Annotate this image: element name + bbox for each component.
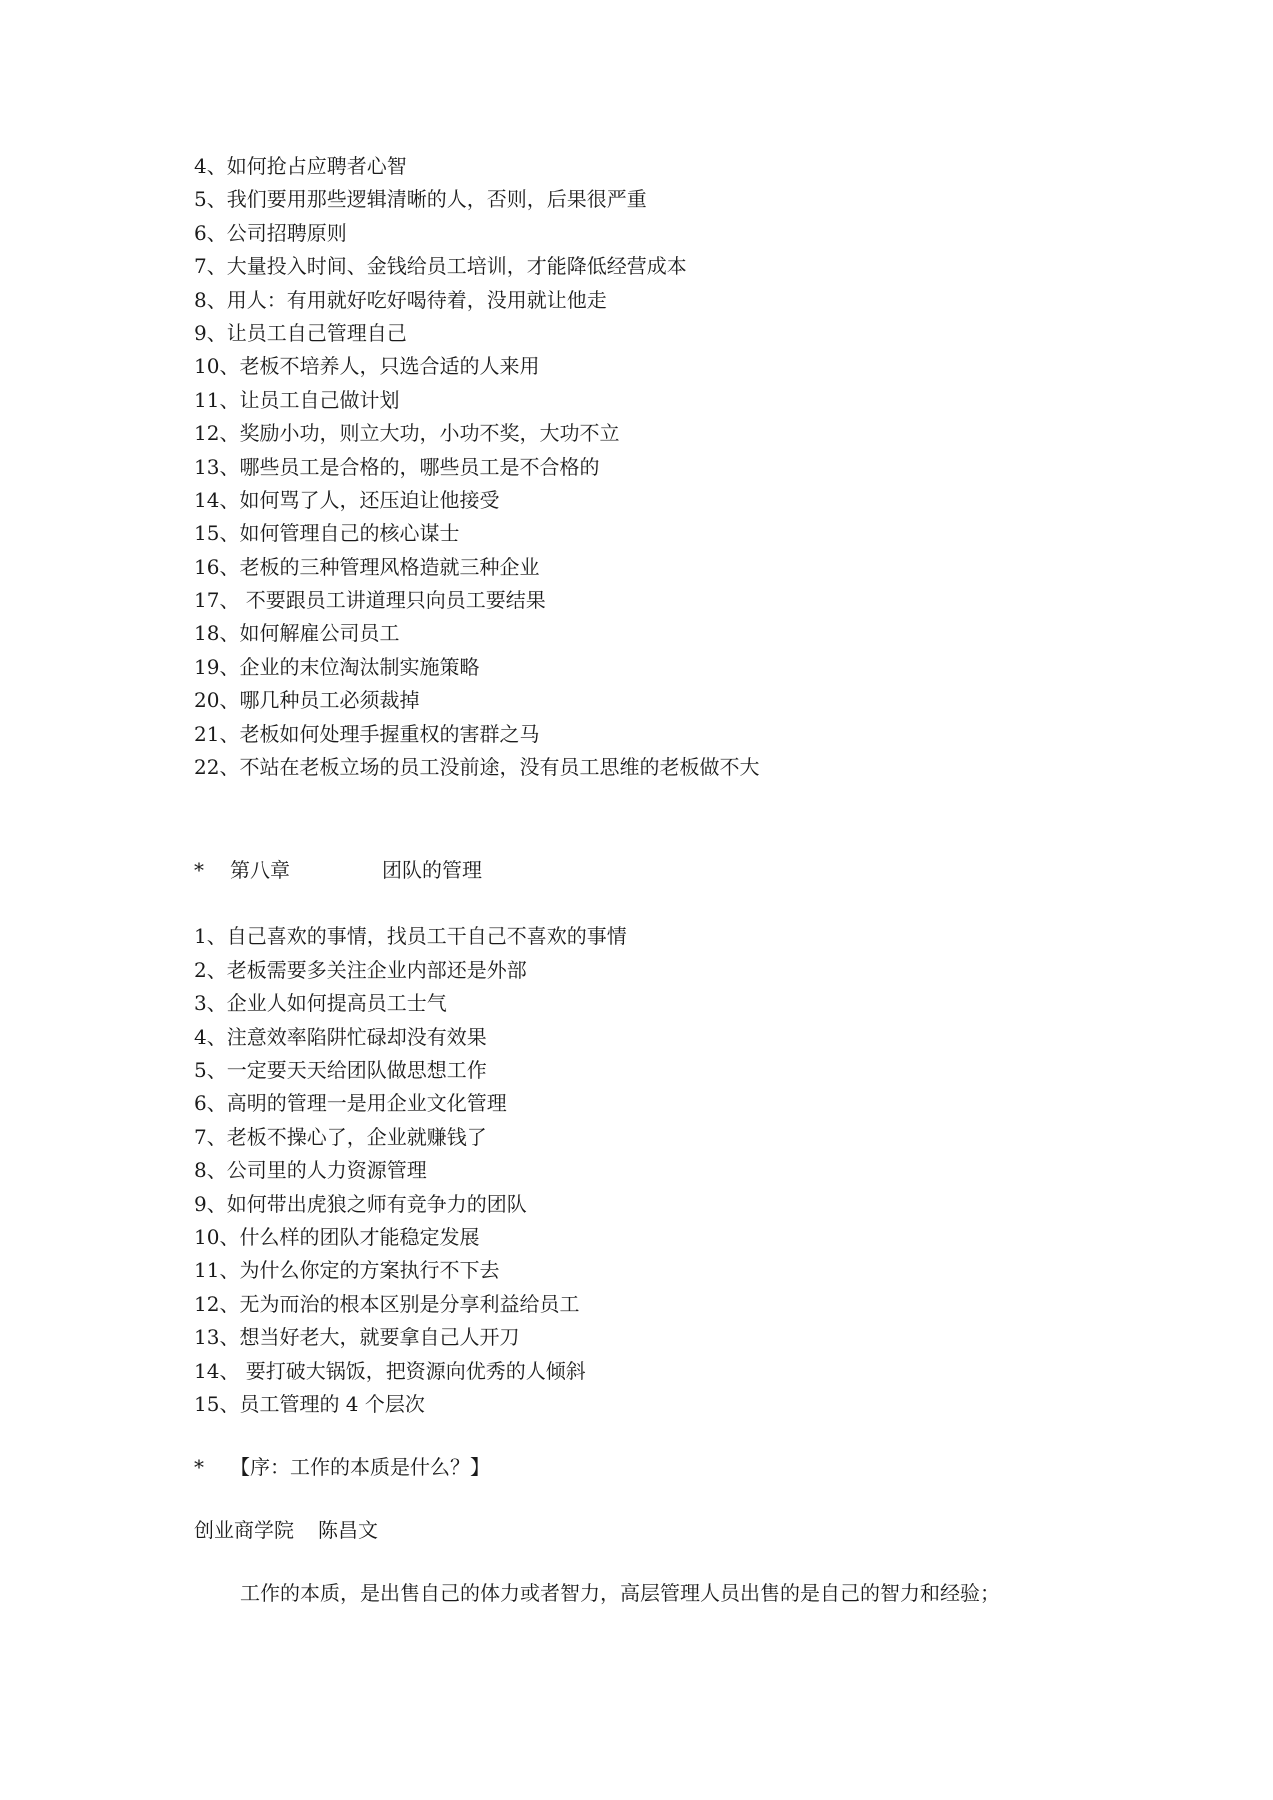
list-item: 17、 不要跟员工讲道理只向员工要结果 (194, 588, 546, 613)
list-item: 12、奖励小功，则立大功，小功不奖，大功不立 (194, 421, 620, 446)
list-item: 10、老板不培养人，只选合适的人来用 (194, 354, 540, 379)
document-page (194, 150, 1154, 1610)
list-item: 11、为什么你定的方案执行不下去 (194, 1258, 500, 1283)
list-item: 5、一定要天天给团队做思想工作 (194, 1057, 487, 1082)
list-item: 15、如何管理自己的核心谋士 (194, 521, 460, 546)
chapter-heading (194, 854, 1154, 887)
list-item: 9、如何带出虎狼之师有竞争力的团队 (194, 1191, 527, 1216)
body-paragraph: 工作的本质，是出售自己的体力或者智力，高层管理人员出售的是自己的智力和经验； (240, 1581, 1000, 1606)
author-org: 创业商学院 (194, 1518, 294, 1543)
list-item: 21、老板如何处理手握重权的害群之马 (194, 721, 540, 746)
list-item: 4、如何抢占应聘者心智 (194, 154, 407, 178)
list-item: 19、企业的末位淘汰制实施策略 (194, 654, 480, 679)
list-item: 4、注意效率陷阱忙碌却没有效果 (194, 1024, 487, 1049)
chapter-title: 团队的管理 (382, 858, 482, 883)
list-item: 6、公司招聘原则 (194, 220, 347, 245)
list-item: 16、老板的三种管理风格造就三种企业 (194, 554, 540, 579)
list-item: 2、老板需要多关注企业内部还是外部 (194, 957, 527, 982)
list-item: 14、如何骂了人，还压迫让他接受 (194, 487, 500, 512)
list-item: 9、让员工自己管理自己 (194, 320, 407, 345)
preface-heading (194, 1451, 1154, 1484)
chapter-bullet: * (194, 858, 204, 883)
list-item: 10、什么样的团队才能稳定发展 (194, 1224, 480, 1249)
list-item: 5、我们要用那些逻辑清晰的人，否则，后果很严重 (194, 187, 647, 212)
preface-title: 【序：工作的本质是什么？】 (230, 1455, 490, 1480)
list-item: 14、 要打破大锅饭，把资源向优秀的人倾斜 (194, 1358, 586, 1383)
list-item: 8、公司里的人力资源管理 (194, 1158, 427, 1183)
list-item: 8、用人：有用就好吃好喝待着，没用就让他走 (194, 287, 607, 312)
author-line (194, 1514, 1154, 1547)
management-topics-list (194, 150, 1154, 784)
team-management-list (194, 920, 1154, 1421)
list-item: 6、高明的管理一是用企业文化管理 (194, 1091, 507, 1116)
list-item: 13、想当好老大，就要拿自己人开刀 (194, 1325, 520, 1350)
list-item: 11、让员工自己做计划 (194, 387, 400, 412)
list-item: 7、老板不操心了，企业就赚钱了 (194, 1124, 487, 1149)
list-item: 7、大量投入时间、金钱给员工培训，才能降低经营成本 (194, 254, 687, 279)
list-item: 18、如何解雇公司员工 (194, 621, 400, 646)
list-item: 15、员工管理的 4 个层次 (194, 1391, 425, 1416)
chapter-number: 第八章 (230, 858, 290, 883)
list-item: 1、自己喜欢的事情，找员工干自己不喜欢的事情 (194, 924, 627, 949)
list-item: 20、哪几种员工必须裁掉 (194, 688, 420, 713)
list-item: 12、无为而治的根本区别是分享利益给员工 (194, 1291, 580, 1316)
preface-bullet: * (194, 1455, 204, 1480)
list-item: 13、哪些员工是合格的，哪些员工是不合格的 (194, 454, 600, 479)
list-item: 22、不站在老板立场的员工没前途，没有员工思维的老板做不大 (194, 755, 760, 780)
author-name: 陈昌文 (318, 1518, 378, 1543)
list-item: 3、企业人如何提高员工士气 (194, 991, 447, 1016)
